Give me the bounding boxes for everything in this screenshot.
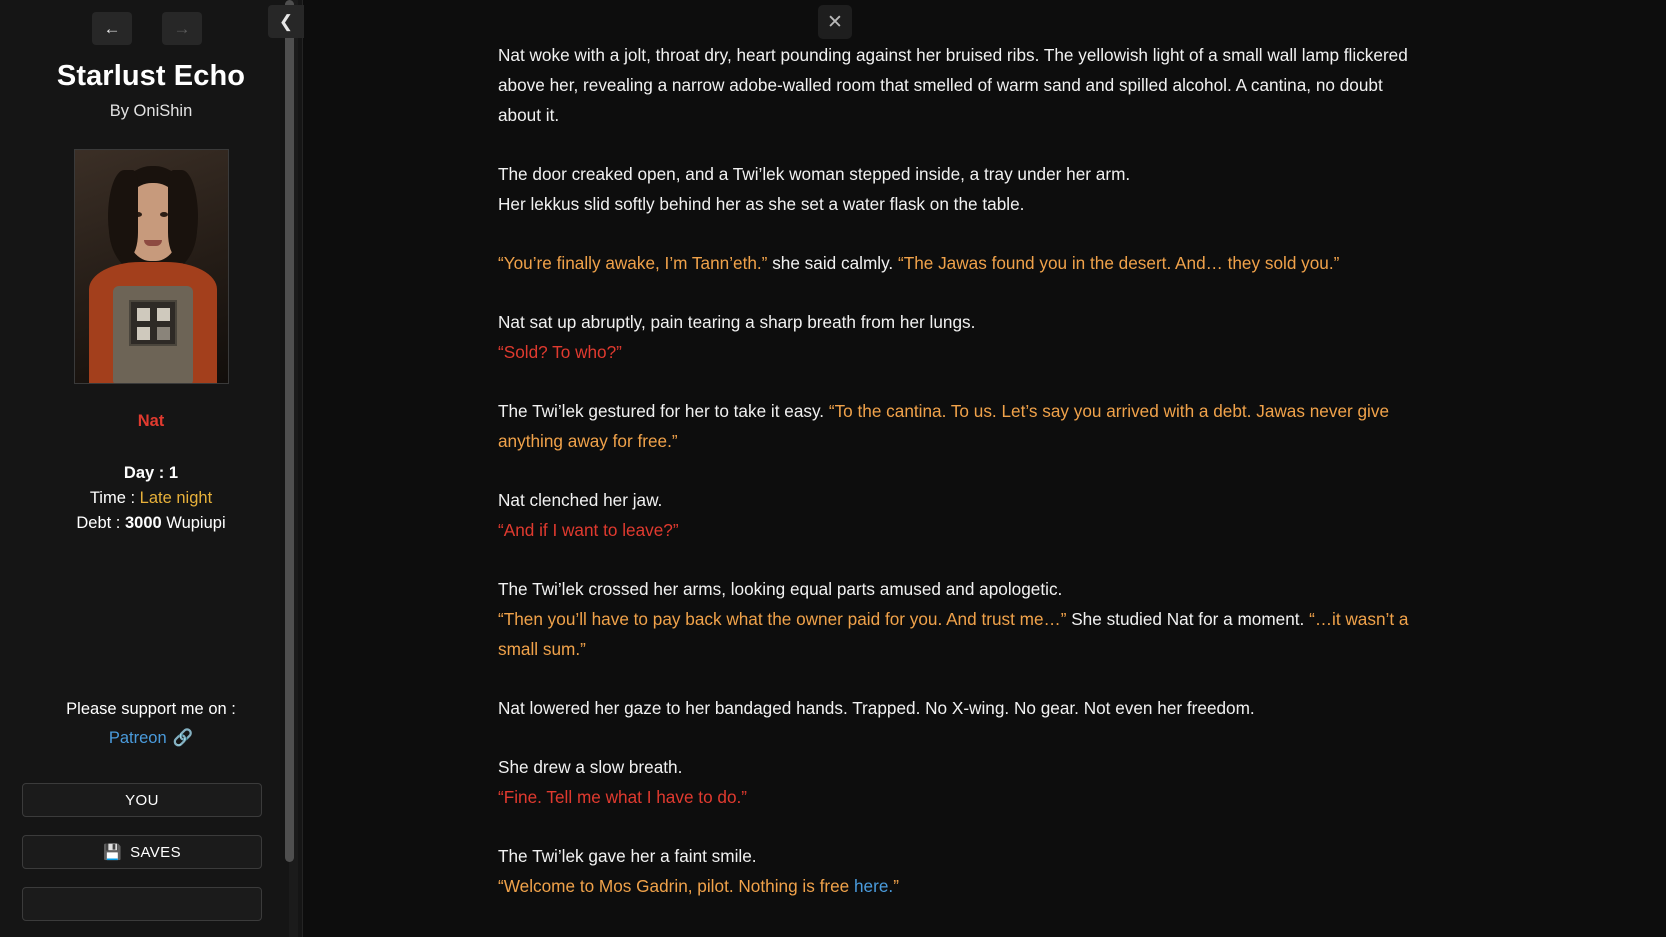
stat-day-label: Day : xyxy=(123,464,165,482)
story-text-segment: “…it wasn’t a small sum.” xyxy=(498,609,1409,659)
patreon-label: Patreon xyxy=(108,729,167,747)
story-paragraph xyxy=(498,574,1428,664)
save-icon: 💾 xyxy=(103,844,123,861)
stat-debt xyxy=(0,511,302,536)
patreon-link[interactable] xyxy=(109,729,193,748)
story-text-segment: Nat clenched her jaw. xyxy=(498,490,663,510)
story-text-segment: The Twi’lek gave her a faint smile. xyxy=(498,846,757,866)
story-text-segment: “To the cantina. To us. Let’s say you arrived with a debt. Jawas never give anything away for free.” xyxy=(498,401,1390,451)
story-text-segment: “Then you’ll have to pay back what the owner paid for you. And trust me…” xyxy=(498,609,1067,629)
character-portrait xyxy=(74,149,229,384)
support-section xyxy=(0,700,302,748)
stat-debt-label: Debt : xyxy=(76,514,121,532)
support-text: Please support me on : xyxy=(66,700,236,718)
story-text-segment: “Fine. Tell me what I have to do.” xyxy=(498,787,748,807)
game-author: By OniShin xyxy=(109,102,193,120)
you-button[interactable] xyxy=(22,783,262,817)
story-text-segment: ” xyxy=(893,876,899,896)
story-paragraph xyxy=(498,485,1428,545)
story-paragraph xyxy=(498,159,1428,219)
portrait-hair-left xyxy=(108,170,138,256)
sidebar-collapse-button[interactable] xyxy=(268,5,304,38)
saves-button-label: SAVES xyxy=(130,843,181,861)
game-title: Starlust Echo xyxy=(56,60,246,92)
portrait-hair-right xyxy=(168,170,198,256)
story-text-segment: The Twi’lek gestured for her to take it easy. xyxy=(498,401,829,421)
story-text xyxy=(498,40,1428,930)
story-text-segment: Nat woke with a jolt, throat dry, heart pounding against her bruised ribs. The yellowish light of a small wall lamp flickered above her, revealing a narrow adobe-walled room that smelled of warm sand and spilled alcohol. A cantina, no doubt about it. xyxy=(498,45,1408,125)
extra-menu-button[interactable] xyxy=(22,887,262,921)
sidebar xyxy=(0,0,303,937)
story-text-segment: she said calmly. xyxy=(767,253,898,273)
stat-time-value: Late night xyxy=(139,489,213,507)
sidebar-nav-row xyxy=(0,0,302,48)
story-text-segment: She drew a slow breath. xyxy=(498,757,683,777)
chevron-left-icon: ❮ xyxy=(278,11,294,31)
character-name: Nat xyxy=(137,412,165,430)
story-text-segment: “Sold? To who?” xyxy=(498,342,622,362)
story-text-segment: Nat lowered her gaze to her bandaged hands. Trapped. No X-wing. No gear. Not even her freedom. xyxy=(498,698,1255,718)
story-paragraph xyxy=(498,396,1428,456)
portrait-chest-device xyxy=(129,300,177,346)
story-text-segment: She studied Nat for a moment. xyxy=(1066,609,1310,629)
story-link[interactable]: here. xyxy=(854,876,894,896)
sidebar-scrollbar-track[interactable] xyxy=(289,0,298,937)
story-paragraph xyxy=(498,752,1428,812)
story-text-segment: The Twi’lek crossed her arms, looking equal parts amused and apologetic. xyxy=(498,579,1063,599)
close-button[interactable] xyxy=(818,5,852,39)
stat-day xyxy=(0,461,302,486)
story-text-segment: “The Jawas found you in the desert. And… they sold you.” xyxy=(897,253,1340,273)
story-paragraph xyxy=(498,307,1428,367)
story-text-segment: Nat sat up abruptly, pain tearing a sharp breath from her lungs. xyxy=(498,312,976,332)
stat-time xyxy=(0,486,302,511)
arrow-left-icon: ← xyxy=(103,18,121,38)
external-link-icon: 🔗 xyxy=(172,729,194,747)
story-text-segment: “And if I want to leave?” xyxy=(498,520,679,540)
story-paragraph xyxy=(498,40,1428,130)
sidebar-scrollbar-thumb[interactable] xyxy=(285,0,294,862)
forward-button[interactable] xyxy=(162,12,202,45)
stat-debt-currency: Wupiupi xyxy=(166,514,226,532)
story-text-segment: Her lekkus slid softly behind her as she set a water flask on the table. xyxy=(498,194,1025,214)
back-button[interactable] xyxy=(92,12,132,45)
stat-day-value: 1 xyxy=(168,464,179,482)
story-text-segment: “Welcome to Mos Gadrin, pilot. Nothing is free xyxy=(498,876,854,896)
story-text-segment: The door creaked open, and a Twi’lek woman stepped inside, a tray under her arm. xyxy=(498,164,1131,184)
you-button-label: YOU xyxy=(125,791,159,809)
portrait-mouth xyxy=(144,240,162,246)
character-stats xyxy=(0,461,302,536)
story-paragraph xyxy=(498,693,1428,723)
story-paragraph xyxy=(498,841,1428,901)
story-paragraph xyxy=(498,248,1428,278)
story-text-segment: “You’re finally awake, I’m Tann’eth.” xyxy=(498,253,768,273)
stat-time-label: Time : xyxy=(89,489,136,507)
stat-debt-value: 3000 xyxy=(124,514,162,532)
arrow-right-icon: → xyxy=(173,18,191,38)
portrait-eye-right xyxy=(160,212,168,217)
close-icon: ✕ xyxy=(827,11,843,33)
saves-button[interactable] xyxy=(22,835,262,869)
story-panel xyxy=(303,0,1666,937)
